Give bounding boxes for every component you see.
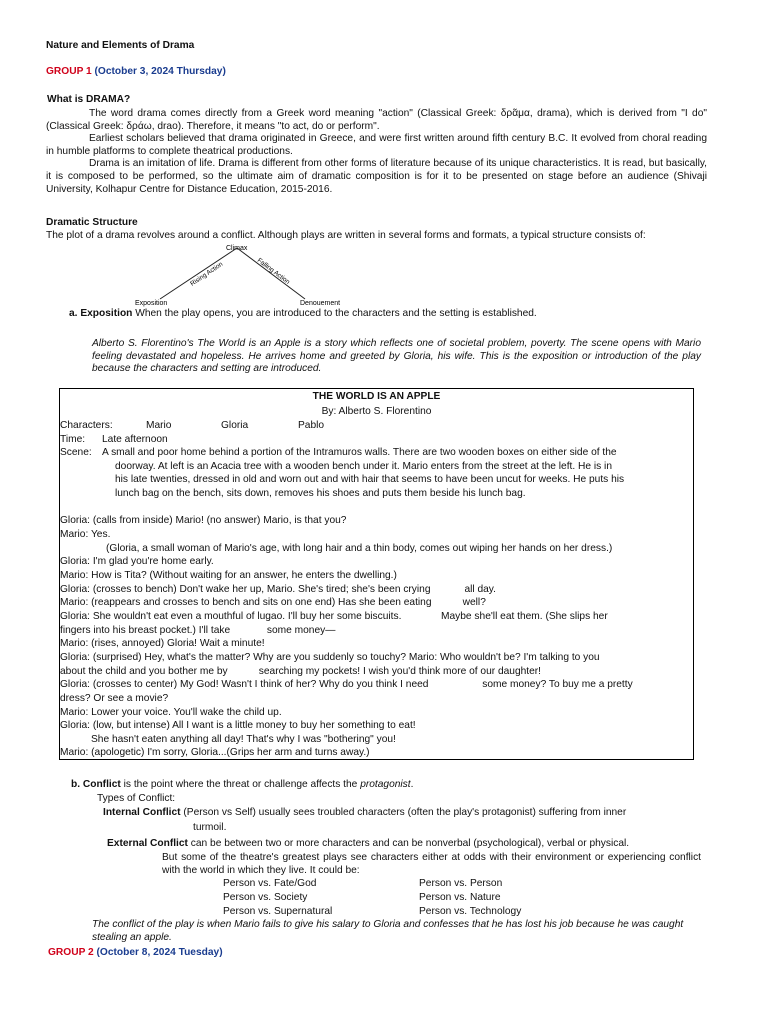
dialogue-line: Gloria: (crosses to bench) Don't wake her up, Mario. She's tired; she's been crying all day.	[60, 584, 496, 595]
internal-conflict-label: Internal Conflict	[103, 807, 181, 818]
dialogue-line: fingers into his breast pocket.) I'll take some money—	[60, 625, 336, 636]
exposition-item	[69, 308, 537, 319]
scene-line: doorway. At left is an Acacia tree with a wooden bench under it. Mario enters from the street at the left. He is in	[115, 461, 612, 472]
dialogue-line: Mario: (rises, annoyed) Gloria! Wait a minute!	[60, 638, 265, 649]
group-1-date: (October 3, 2024 Thursday)	[94, 66, 226, 77]
internal-conflict-item	[103, 807, 626, 818]
dialogue-line: She hasn't eaten anything all day! That's why I was "bothering" you!	[91, 734, 396, 745]
dialogue-line: Gloria: (crosses to center) My God! Wasn't I think of her? Why do you think I need some money? To buy me a pretty	[60, 679, 633, 690]
dialogue-line: about the child and you bother me by searching my pockets! I wish you'd think more of our daughter!	[60, 666, 542, 677]
dialogue-line: Mario: (apologetic) I'm sorry, Gloria...(Grips her arm and turns away.)	[60, 747, 370, 758]
what-is-drama-heading: What is DRAMA?	[47, 94, 131, 105]
climax-label: Climax	[226, 245, 248, 252]
time-value: Late afternoon	[102, 434, 168, 445]
scene-line: his late twenties, dressed in old and worn out and with hair that seems to have been uncut for weeks. He puts his	[115, 474, 625, 485]
rising-action-line	[160, 248, 237, 299]
group-1-header	[46, 66, 226, 77]
denouement-label: Denouement	[300, 300, 341, 307]
conflict-type: Person vs. Fate/God	[223, 878, 317, 889]
internal-conflict-cont: turmoil.	[193, 822, 227, 833]
external-conflict-label: External Conflict	[107, 838, 188, 849]
plot-structure-diagram	[130, 242, 370, 310]
rising-action-label: Rising Action	[189, 260, 225, 288]
exposition-example: Alberto S. Florentino's The World is an Apple is a story which reflects one of societal problem, poverty. The scene opens with Mario feeling devastated and hopeless. He arrives home and greeted by Gloria, his wife. This is the exposition or introduction of the play because the characters and setting are introduced.	[92, 338, 701, 375]
types-of-conflict-label: Types of Conflict:	[97, 793, 176, 804]
exposition-label-text: a. Exposition	[69, 308, 133, 319]
what-is-drama-p3: Drama is an imitation of life. Drama is different from other forms of literature because of its unique characteristics. It is read, but basically, it is composed to be performed, so the ultimate aim of dramatic composition is for it to be presented on stage before an audience (Shivaji University, Kolhapur Centre for Distance Education, 2015-2016.	[46, 158, 707, 195]
dialogue-line: Gloria: (calls from inside) Mario! (no answer) Mario, is that you?	[60, 515, 347, 526]
conflict-type: Person vs. Supernatural	[223, 906, 333, 917]
character-mario: Mario	[146, 420, 172, 431]
conflict-type: Person vs. Technology	[419, 906, 522, 917]
falling-action-label: Falling Action	[255, 257, 291, 286]
dramatic-structure-intro: The plot of a drama revolves around a conflict. Although plays are written in several forms and formats, a typical structure consists of:	[46, 230, 646, 241]
group-2-date: (October 8, 2024 Tuesday)	[96, 947, 223, 958]
play-excerpt-box	[59, 388, 694, 760]
exposition-label: Exposition	[135, 300, 168, 307]
dialogue-line: dress? Or see a movie?	[60, 693, 169, 704]
conflict-type: Person vs. Person	[419, 878, 503, 889]
play-byline: By: Alberto S. Florentino	[321, 406, 432, 417]
external-conflict-cont: But some of the theatre's greatest plays see characters either at odds with their environment or experiencing conflict with the world in which they live. It could be:	[162, 852, 701, 876]
internal-conflict-text: (Person vs Self) usually sees troubled characters (often the play's protagonist) suffering from inner	[180, 807, 627, 818]
dramatic-structure-heading: Dramatic Structure	[46, 217, 138, 228]
dialogue-line: Mario: How is Tita? (Without waiting for an answer, he enters the dwelling.)	[60, 570, 397, 581]
dialogue-line: Gloria: She wouldn't eat even a mouthful of lugao. I'll buy her some biscuits. Maybe she'll eat them. (She slips her	[60, 611, 608, 622]
scene-label: Scene:	[60, 447, 92, 458]
what-is-drama-p1: The word drama comes directly from a Greek word meaning "action" (Classical Greek: δρᾶμα, drama), which is derived from "I do" (Classical Greek: δράω, drao). Therefore, it means "to act, do or perform".	[46, 108, 707, 132]
conflict-label: b. Conflict	[71, 779, 121, 790]
stage-direction: (Gloria, a small woman of Mario's age, with long hair and a thin body, comes out wiping her hands on her dress.)	[106, 543, 613, 554]
protagonist-term: protagonist	[360, 779, 411, 790]
conflict-type: Person vs. Society	[223, 892, 308, 903]
exposition-definition: When the play opens, you are introduced to the characters and the setting is established.	[132, 308, 537, 319]
time-label: Time:	[60, 434, 86, 445]
scene-line: lunch bag on the bench, sits down, removes his shoes and puts them beside his lunch bag.	[115, 488, 526, 499]
dialogue-line: Gloria: (surprised) Hey, what's the matter? Why are you suddenly so touchy? Mario: Who wouldn't be? I'm talking to you	[60, 652, 600, 663]
group-2-label: GROUP 2	[48, 947, 94, 958]
conflict-item: b. Conflict is the point where the threat or challenge affects the protagonist.	[71, 779, 414, 790]
scene-line: A small and poor home behind a portion of the Intramuros walls. There are two wooden boxes on either side of the	[102, 447, 617, 458]
play-title: THE WORLD IS AN APPLE	[312, 391, 441, 402]
external-conflict-text: can be between two or more characters and can be nonverbal (psychological), verbal or physical.	[187, 838, 630, 849]
conflict-type: Person vs. Nature	[419, 892, 501, 903]
conflict-example: The conflict of the play is when Mario fails to give his salary to Gloria and confesses that he has lost his job because he was caught stealing an apple.	[92, 919, 684, 943]
dialogue-line: Gloria: (low, but intense) All I want is a little money to buy her something to eat!	[60, 720, 416, 731]
character-gloria: Gloria	[221, 420, 249, 431]
characters-label: Characters:	[60, 420, 113, 431]
dialogue-line: Gloria: I'm glad you're home early.	[60, 556, 214, 567]
what-is-drama-p2: Earliest scholars believed that drama originated in Greece, and were first written around fifth century B.C. It evolved from choral reading in humble platforms to complete theatrical productions.	[46, 133, 707, 157]
dialogue-line: Mario: Yes.	[60, 529, 111, 540]
external-conflict-item	[107, 838, 629, 849]
document-title: Nature and Elements of Drama	[46, 40, 195, 51]
group-1-label: GROUP 1	[46, 66, 92, 77]
what-is-drama-section	[46, 108, 707, 196]
character-pablo: Pablo	[298, 420, 325, 431]
group-2-header	[48, 947, 223, 958]
dialogue-line: Mario: (reappears and crosses to bench and sits on one end) Has she been eating well?	[60, 597, 486, 608]
dialogue-line: Mario: Lower your voice. You'll wake the child up.	[60, 707, 282, 718]
